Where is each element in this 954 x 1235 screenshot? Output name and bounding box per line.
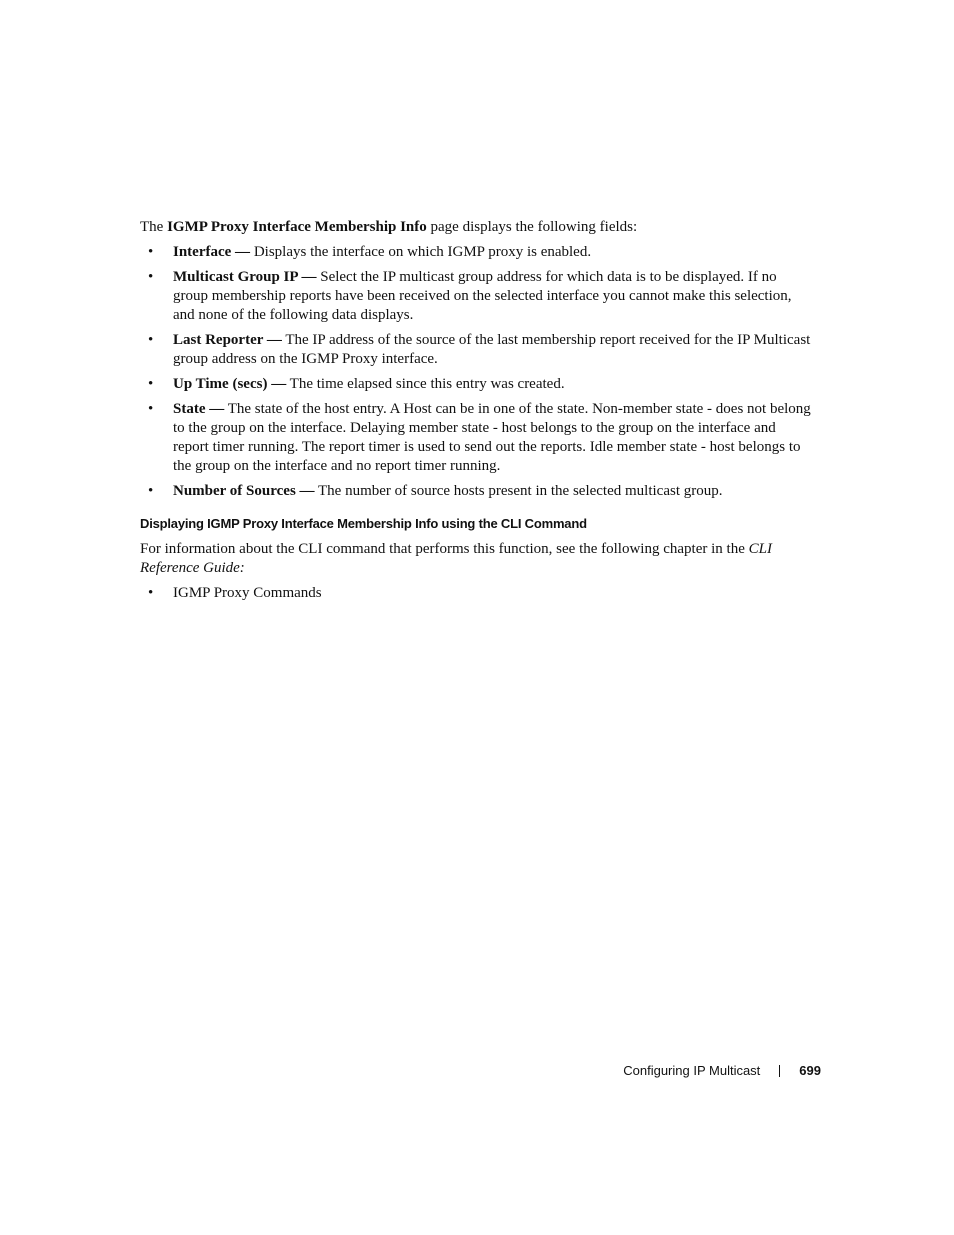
list-item — [140, 375, 812, 394]
list-item — [140, 482, 812, 501]
cli-item: IGMP Proxy Commands — [173, 585, 322, 601]
bullet: • — [148, 244, 154, 260]
field-term: Up Time (secs) — — [173, 376, 287, 392]
list-item — [140, 243, 812, 262]
cli-text: For information about the CLI command that performs this function, see the following chapter in the — [140, 541, 749, 557]
bullet: • — [148, 401, 154, 417]
field-term: State — — [173, 401, 225, 417]
bullet: • — [148, 269, 154, 285]
field-term: Number of Sources — — [173, 483, 315, 499]
intro-page-name: IGMP Proxy Interface Membership Info — [167, 219, 427, 235]
field-term: Last Reporter — — [173, 332, 282, 348]
field-desc: Displays the interface on which IGMP proxy is enabled. — [250, 244, 592, 260]
field-desc: Select the IP multicast group address for which data is to be displayed. If no group membership reports have been received on the selected interface you cannot make this selection, and none of the following data displays. — [173, 269, 792, 323]
field-desc: The IP address of the source of the last membership report received for the IP Multicast group address on the IGMP Proxy interface. — [173, 332, 811, 367]
list-item — [140, 268, 812, 325]
field-desc: The number of source hosts present in the selected multicast group. — [314, 483, 723, 499]
intro-prefix: The — [140, 219, 168, 235]
field-desc: The time elapsed since this entry was created. — [286, 376, 565, 392]
footer-separator — [779, 1065, 780, 1077]
field-term: Interface — — [173, 244, 251, 260]
list-item — [140, 400, 812, 476]
cli-list — [140, 584, 812, 603]
page-number: 699 — [799, 1063, 821, 1078]
bullet: • — [148, 376, 154, 392]
bullet: • — [148, 332, 154, 348]
field-list — [140, 243, 812, 501]
list-item — [140, 584, 812, 603]
page-content — [140, 218, 812, 609]
cli-paragraph — [140, 540, 812, 578]
intro-suffix: page displays the following fields: — [426, 219, 638, 235]
section-heading: Displaying IGMP Proxy Interface Membership Info using the CLI Command — [140, 516, 587, 531]
footer-chapter: Configuring IP Multicast — [623, 1063, 761, 1078]
page-footer — [623, 1062, 821, 1079]
cli-guide-title: CLI Reference Guide: — [140, 541, 772, 576]
bullet: • — [148, 585, 154, 601]
field-term: Multicast Group IP — — [173, 269, 317, 285]
list-item — [140, 331, 812, 369]
bullet: • — [148, 483, 154, 499]
field-desc: The state of the host entry. A Host can be in one of the state. Non-member state - does not belong to the group on the interface. Delaying member state - host belongs to the group on the interface and report timer running. The report timer is used to send out the reports. Idle member state - host belongs to the group on the interface and no report timer running. — [173, 401, 811, 474]
intro-paragraph — [140, 218, 812, 237]
